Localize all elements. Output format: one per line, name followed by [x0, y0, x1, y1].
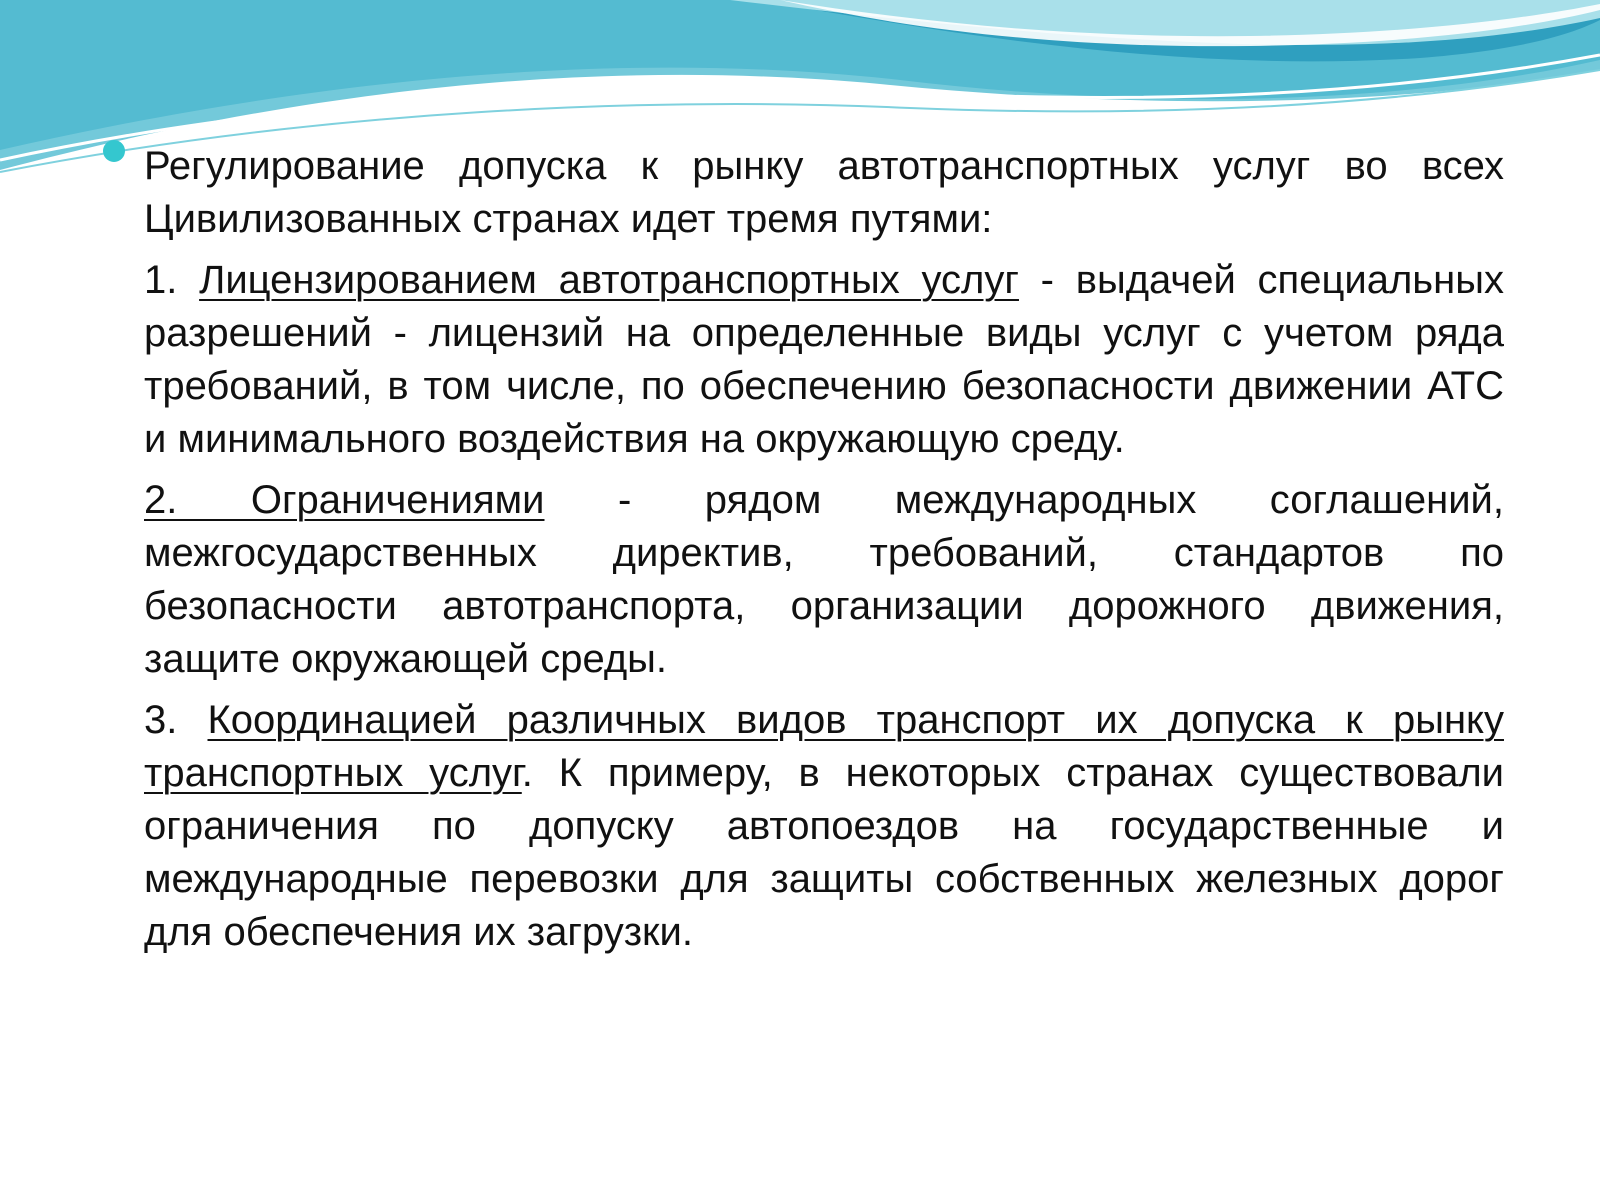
- list-item-3-term: Координацией различных видов транспорт их допуска к рынку транспортных услуг: [144, 698, 1504, 795]
- bullet-icon: [103, 140, 125, 162]
- intro-paragraph: Регулирование допуска к рынку автотранспортных услуг во всех Цивилизованных странах идет тремя путями:: [144, 144, 1504, 241]
- list-item-2-text: - рядом международных соглашений, межгосударственных директив, требований, стандартов по безопасности автотранспорта, организации дорожного движения, защите окружающей среды.: [144, 478, 1505, 681]
- list-item-3: [144, 694, 1504, 959]
- list-item-2-term: 2. Ограничениями: [144, 478, 545, 522]
- list-item-3-text: . К примеру, в некоторых странах существовали ограничения по допуску автопоездов на государственные и международные перевозки для защиты собственных железных дорог для обеспечения их загрузки.: [144, 751, 1505, 954]
- list-item-1-text: - выдачей специальных разрешений - лицензий на определенные виды услуг с учетом ряда требований, в том числе, по обеспечению безопасности движении АТС и минимального воздействия на окружающую среду.: [144, 258, 1504, 461]
- list-item-1-number: 1.: [144, 258, 178, 302]
- list-item-1-term: Лицензированием автотранспортных услуг: [199, 258, 1019, 302]
- slide-body: [144, 140, 1504, 967]
- list-item-3-number: 3.: [144, 698, 178, 742]
- list-item-1: [144, 254, 1504, 466]
- list-item-2: [144, 474, 1504, 686]
